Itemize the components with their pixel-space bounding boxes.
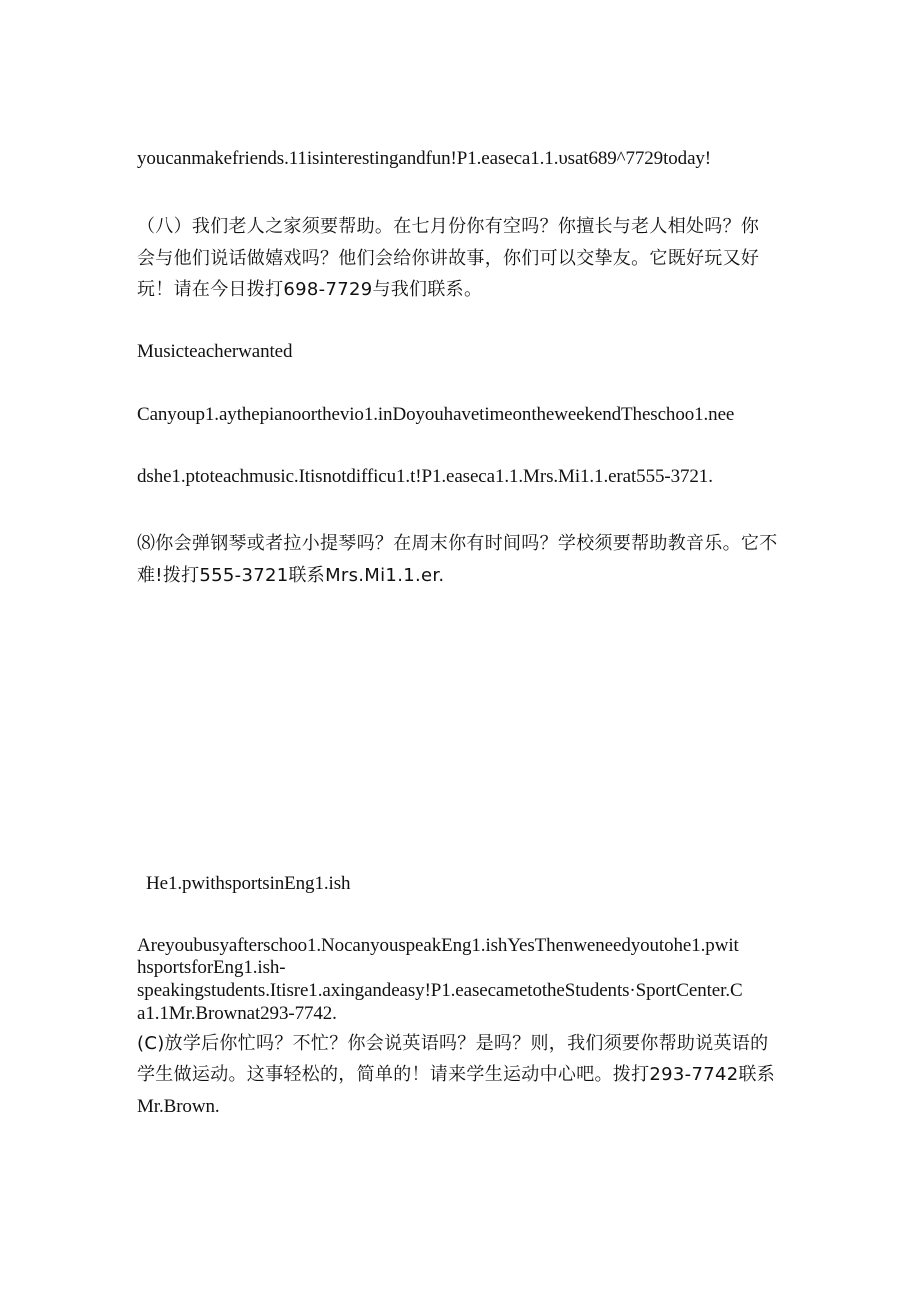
music-ad-title: Musicteacherwanted xyxy=(137,341,293,362)
ad-8-chinese-line-1: （八）我们老人之家须要帮助。在七月份你有空吗？你擅长与老人相处吗？你 xyxy=(137,216,760,237)
sports-ad-title: He1.pwithsportsinEng1.ish xyxy=(146,873,351,894)
sports-ad-english-line-3: speakingstudents.Itisre1.axingandeasy!P1.easecametotheStudents·SportCenter.C xyxy=(137,980,743,1001)
ad-8-chinese-line-3: 玩！请在今日拨打698-7729与我们联系。 xyxy=(137,279,483,300)
music-ad-english-line-1: Canyoup1.aythepianoorthevio1.inDoyouhavetimeontheweekendTheschoo1.nee xyxy=(137,404,735,425)
ad-8-chinese-line-2: 会与他们说话做嬉戏吗？他们会给你讲故事，你们可以交挚友。它既好玩又好 xyxy=(137,248,760,269)
sports-ad-chinese-line-1: (C)放学后你忙吗？不忙？你会说英语吗？是吗？则，我们须要你帮助说英语的 xyxy=(137,1033,769,1054)
music-ad-english-line-2: dshe1.ptoteachmusic.Itisnotdifficu1.t!P1.easeca1.1.Mrs.Mi1.1.erat555-3721. xyxy=(137,466,713,487)
sports-ad-english-line-2: hsportsforEng1.ish- xyxy=(137,957,286,978)
sports-ad-chinese-line-2: 学生做运动。这事轻松的，简单的！请来学生运动中心吧。拨打293-7742联系 xyxy=(137,1064,776,1085)
sports-ad-english-line-1: Areyoubusyafterschoo1.NocanyouspeakEng1.ishYesThenweneedyoutohe1.pwit xyxy=(137,935,739,956)
sports-ad-english-line-4: a1.1Mr.Brownat293-7742. xyxy=(137,1003,337,1024)
music-ad-chinese-line-1: ⑻你会弹钢琴或者拉小提琴吗？在周末你有时间吗？学校须要帮助教音乐。它不 xyxy=(137,533,778,554)
sports-ad-chinese-line-3: Mr.Brown. xyxy=(137,1096,220,1117)
ad-8-english-tail: youcanmakefriends.11isinterestingandfun!P1.easeca1.1.υsat689^7729today! xyxy=(137,148,712,169)
music-ad-chinese-line-2: 难!拨打555-3721联系Mrs.Mi1.1.er. xyxy=(137,565,445,586)
